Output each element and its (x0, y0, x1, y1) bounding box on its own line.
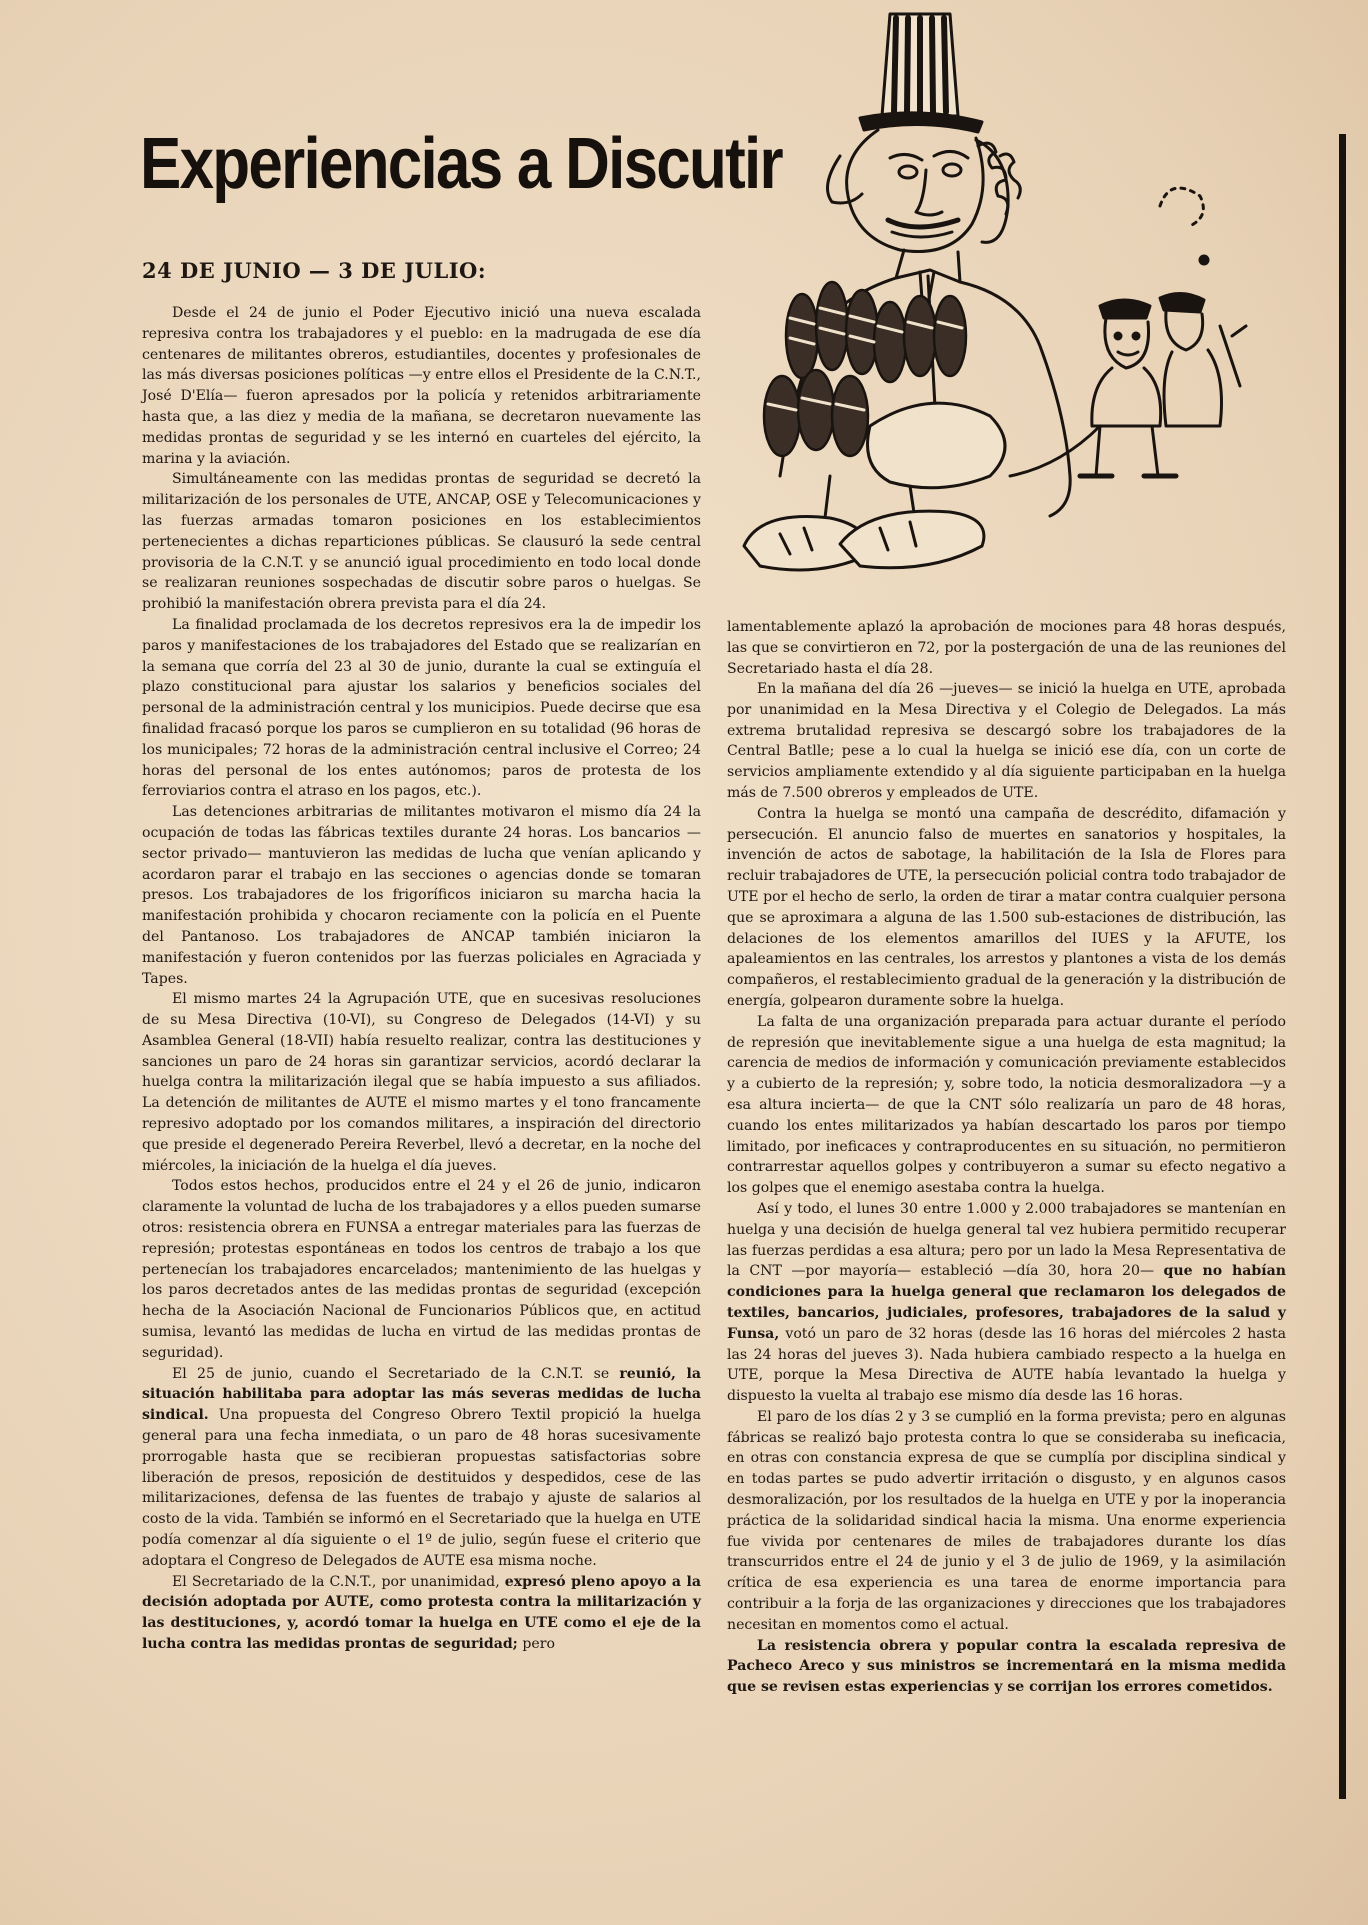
paragraph: La falta de una organización preparada para actuar durante el período de represión que inevitablemente sigue a una huelga de esta magnitud; la carencia de medios de información y comunicación previamente establecidos y a cubierto de la represión; y, sobre todo, la noticia desmoralizadora —y a esa altura incierta— de que la CNT sólo realizaría un paro de 48 horas, cuando los entes militarizados ya habían descartado los paros por tiempo limitado, por ineficaces y contraproducentes en su situación, no permitieron contrarrestar aquellos golpes y contribuyeron a sumar su efecto negativo a los golpes que el enemigo asestaba contra la huelga. (727, 1013, 1286, 1197)
paragraph: Todos estos hechos, producidos entre el 24 y el 26 de junio, indicaron claramente la voluntad de lucha de los trabajadores y a ellos pueden sumarse otros: resistencia obrera en FUNSA a entregar materiales para las fuerzas de represión; protestas espontáneas en todos los centros de trabajo a los que pertenecían los trabajadores encarcelados; mantenimiento de las huelgas y los paros decretados antes de las medidas prontas de seguridad (excepción hecha de la Asociación Nacional de Funcionarios Públicos que, en actitud sumisa, levantó las medidas de lucha en virtud de las medidas prontas de seguridad). (142, 1178, 701, 1361)
paragraph (142, 1364, 701, 1572)
paragraph: El paro de los días 2 y 3 se cumplió en la forma prevista; pero en algunas fábricas se realizó bajo protesta contra lo que se consideraba su ineficacia, en otras con constancia expresa de que se cumplía por disciplina sindical y en todas partes se pudo advertir irritación o disgusto, y en algunos casos desmoralización, por los resultados de la huelga en UTE y por la inoperancia práctica de la solidaridad sindical hacia la misma. Una enorme experiencia fue vivida por centenares de miles de trabajadores durante los días transcurridos entre el 24 de junio y el 3 de julio de 1969, y la asimilación crítica de esa experiencia es una tarea de enorme importancia para contribuir a la forja de las organizaciones y direcciones que los trabajadores necesitan en momentos como el actual. (727, 1408, 1286, 1633)
paragraph-text: pero (517, 1636, 555, 1652)
paragraph: Las detenciones arbitrarias de militantes motivaron el mismo día 24 la ocupación de todas las fábricas textiles durante 24 horas. Los bancarios —sector privado— mantuvieron las medidas de lucha que venían aplicando y acordaron parar el trabajo en las secciones o agencias donde se tomaran presos. Los trabajadores de los frigoríficos iniciaron su marcha hacia la manifestación prohibida y chocaron reciamente con la policía en el Puente del Pantanoso. Los trabajadores de ANCAP también iniciaron la manifestación y fueron contenidos por las fuerzas policiales en Agraciada y Tapes. (142, 804, 701, 987)
article-right-column-continuation (727, 617, 1286, 679)
paragraph-text: El 25 de junio, cuando el Secretariado de la C.N.T. se (172, 1365, 620, 1382)
article-dateline: 24 DE JUNIO — 3 DE JULIO: (142, 258, 487, 283)
paragraph: Simultáneamente con las medidas prontas de seguridad se decretó la militarización de los personales de UTE, ANCAP, OSE y Telecomunicaciones y las fuerzas armadas tomaron posiciones en los establecimientos pertenecientes a dichas reparticiones públicas. Se clausuró la sede central provisoria de la C.N.T. y se anunció igual procedimiento en todo local donde se realizaran reuniones sospechadas de discutir sobre paros o huelgas. Se prohibió la manifestación obrera prevista para el día 24. (142, 471, 701, 613)
paragraph-emphasis: reunió, la situación habilitaba para adoptar las más severas medidas de lucha sindical. (142, 1365, 701, 1424)
paragraph-text: Así y todo, el lunes 30 entre 1.000 y 2.000 trabajadores se mantenían en huelga y una decisión de huelga general tal vez hubiera permitido recuperar las fuerzas perdidas a esa altura; pero por un lado la Mesa Representativa de la CNT —por mayoría— estableció —día 30, hora 20— (727, 1200, 1286, 1280)
paragraph-text: El Secretariado de la C.N.T., por unanimidad, (172, 1573, 505, 1590)
paragraph-emphasis: expresó pleno apoyo a la decisión adoptada por AUTE, como protesta contra la militarización y las destituciones, y, acordó tomar la huelga en UTE como el eje de la lucha contra las medidas prontas de seguridad; (142, 1573, 701, 1652)
article-title: Experiencias a Discutir (140, 124, 782, 204)
paragraph (727, 1636, 1286, 1698)
paragraph: La finalidad proclamada de los decretos represivos era la de impedir los paros y manifestaciones de los trabajadores del Estado que se realizarían en la semana que corría del 23 al 30 de junio, durante la cual se extinguía el plazo constitucional para ajustar los salarios y beneficios sociales del personal de la administración central y los municipios. Puede decirse que esa finalidad fracasó porque los paros se cumplieron en su totalidad (96 horas de los municipales; 72 horas de la administración central inclusive el Correo; 24 horas del personal de los entes autónomos; paros de protesta de los ferroviarios contra el atraso en los pagos, etc.). (142, 616, 701, 800)
column-rule (1339, 134, 1346, 1799)
closing-statement: La resistencia obrera y popular contra la escalada represiva de Pacheco Areco y sus ministros se incrementará en la misma medida que se revisen estas experiencias y se corrijan los errores cometidos. (727, 1637, 1286, 1696)
paragraph: lamentablemente aplazó la aprobación de mociones para 48 horas después, las que se convirtieron en 72, por la postergación de una de las reuniones del Secretariado hasta el día 28. (727, 619, 1286, 677)
paragraph: El mismo martes 24 la Agrupación UTE, que en sucesivas resoluciones de su Mesa Directiva (10-VI), su Congreso de Delegados (14-VI) y su Asamblea General (18-VII) había resuelto realizar, contra las destituciones y sanciones un paro de 24 horas sin garantizar servicios, acordó declarar la huelga contra la militarización ilegal que se había impuesto a sus afiliados. La detención de militantes de AUTE el mismo martes y el tono francamente represivo adoptado por los comandos militares, a inspiración del directorio que preside el degenerado Pereira Reverbel, llevó a decretar, en la noche del miércoles, la iniciación de la huelga el día jueves. (142, 991, 701, 1174)
article-left-column (142, 303, 701, 1655)
paragraph-text: votó un paro de 32 horas (desde las 16 horas del miércoles 2 hasta las 24 horas del jueves 3). Nada hubiera cambiado respecto a la huelga en UTE, porque la Mesa Directiva de AUTE había levantado la huelga y dispuesto la vuelta al trabajo ese mismo día desde las 16 horas. (727, 1325, 1286, 1405)
paragraph-text: Una propuesta del Congreso Obrero Textil propició la huelga general para una fecha inmediata, o un paro de 48 horas sucesivamente prorrogable hasta que se recibieran propuestas satisfactorias sobre liberación de presos, reposición de destituidos y despedidos, cese de las militarizaciones, defensa de las fuentes de trabajo y ajuste de salarios al costo de la vida. También se informó en el Secretariado que la huelga en UTE podía comenzar al día siguiente o el 1º de julio, según fuese el criterio que adoptara el Congreso de Delegados de AUTE esa misma noche. (142, 1407, 701, 1569)
caricature-illustration (720, 6, 1320, 596)
paragraph: Desde el 24 de junio el Poder Ejecutivo inició una nueva escalada represiva contra los trabajadores y el pueblo: en la madrugada de ese día centenares de militantes obreros, estudiantiles, docentes y profesionales de las más diversas posiciones políticas —y entre ellos el Presidente de la C.N.T., José D'Elía— fueron apresados por la policía y retenidos arbitrariamente hasta que, a las diez y media de la mañana, se decretaron nuevamente las medidas prontas de seguridad y se les internó en cuarteles del ejército, la marina y la aviación. (142, 305, 701, 467)
paragraph-emphasis: que no habían condiciones para la huelga general que reclamaron los delegados de textiles, bancarios, judiciales, profesores, trabajadores de la salud y Funsa, (727, 1263, 1286, 1342)
paragraph: En la mañana del día 26 —jueves— se inició la huelga en UTE, aprobada por unanimidad en la Mesa Directiva y el Colegio de Delegados. La más extrema brutalidad represiva se descargó sobre los trabajadores de la Central Batlle; pese a lo cual la huelga se inició ese día, con un corte de servicios ampliamente extendido y al día siguiente participaban en la huelga más de 7.500 obreros y empleados de UTE. (727, 681, 1286, 801)
paragraph (142, 1572, 701, 1655)
paragraph: Contra la huelga se montó una campaña de descrédito, difamación y persecución. El anuncio falso de muertes en sanatorios y hospitales, la invención de actos de sabotage, la habilitación de la Isla de Flores para recluir trabajadores de UTE, la persecución policial contra todo trabajador de UTE por el hecho de serlo, la orden de tirar a matar contra cualquier persona que se aproximara a alguna de las 1.500 sub-estaciones de distribución, las delaciones de los elementos amarillos del IUES y la AFUTE, los apaleamientos en las centrales, los arrestos y plantones a vista de los demás compañeros, el restablecimiento gradual de la generación y la distribución de energía, golpearon duramente sobre la huelga. (727, 805, 1286, 1009)
article-right-column (727, 679, 1286, 1698)
paragraph (727, 1199, 1286, 1407)
